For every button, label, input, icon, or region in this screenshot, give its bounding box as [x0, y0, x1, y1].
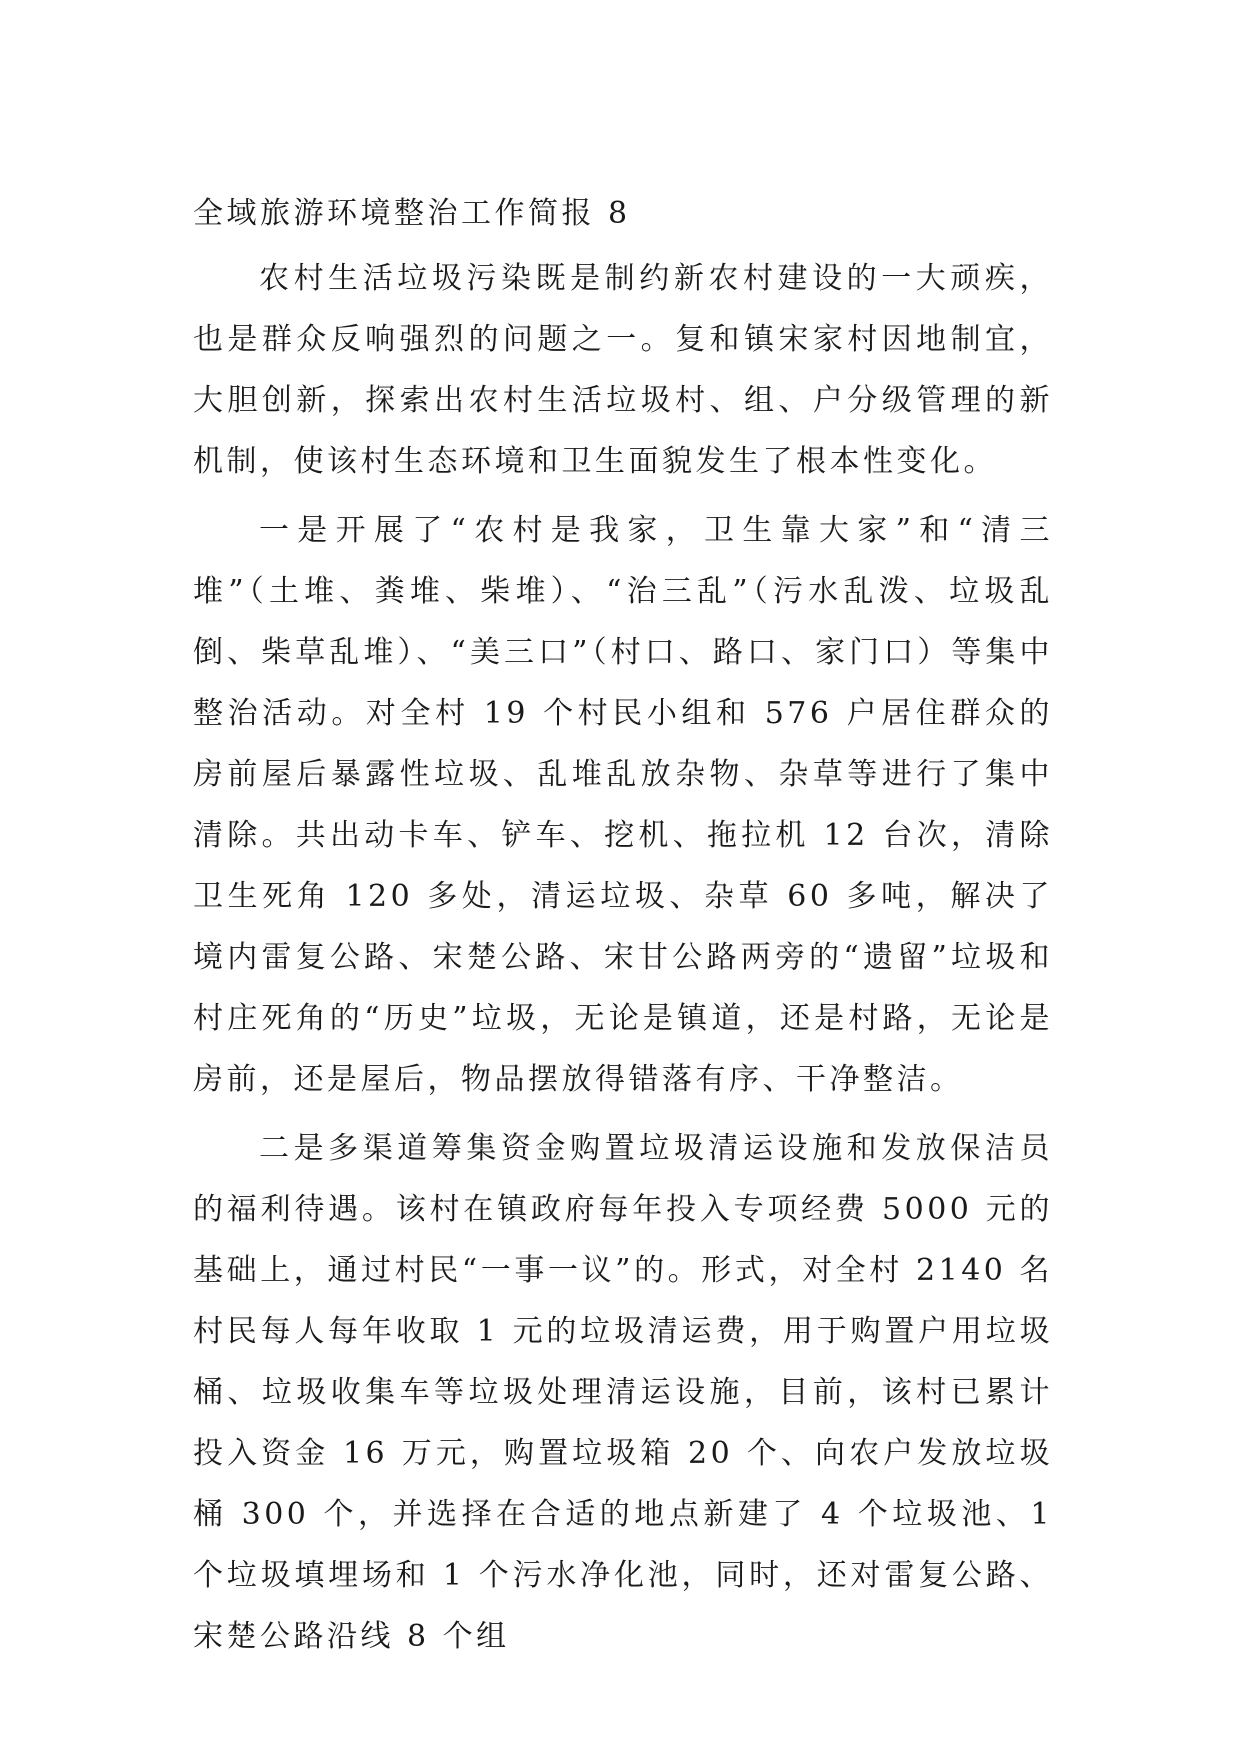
- document-title: 全域旅游环境整治工作简报 8: [193, 196, 631, 231]
- paragraph-intro: 农村生活垃圾污染既是制约新农村建设的一大顽疾，也是群众反响强烈的问题之一。复和镇宋家村因地制宜，大胆创新，探索出农村生活垃圾村、组、户分级管理的新机制，使该村生态环境和卫生面貌发生了根本性变化。: [193, 261, 1053, 479]
- paragraph-first-measure: 一是开展了“农村是我家，卫生靠大家”和“清三堆”（土堆、粪堆、柴堆）、“治三乱”（污水乱泼、垃圾乱倒、柴草乱堆）、“美三口”（村口、路口、家门口）等集中整治活动。对全村 19 个村民小组和 576 户居住群众的房前屋后暴露性垃圾、乱堆乱放杂物、杂草等进行了集中清除。共出动卡车、铲车、挖机、拖拉机 12 台次，清除卫生死角 120 多处，清运垃圾、杂草 60 多吨，解决了境内雷复公路、宋楚公路、宋甘公路两旁的“遗留”垃圾和村庄死角的“历史”垃圾，无论是镇道，还是村路，无论是房前，还是屋后，物品摆放得错落有序、干净整洁。: [193, 513, 1053, 1097]
- document-body: [193, 188, 1053, 1667]
- paragraph-second-measure: 二是多渠道筹集资金购置垃圾清运设施和发放保洁员的福利待遇。该村在镇政府每年投入专项经费 5000 元的基础上，通过村民“一事一议”的。形式，对全村 2140 名村民每人每年收取 1 元的垃圾清运费，用于购置户用垃圾桶、垃圾收集车等垃圾处理清运设施，目前，该村已累计投入资金 16 万元，购置垃圾箱 20 个、向农户发放垃圾桶 300 个，并选择在合适的地点新建了 4 个垃圾池、1 个垃圾填埋场和 1 个污水净化池，同时，还对雷复公路、宋楚公路沿线 8 个组: [193, 1131, 1053, 1654]
